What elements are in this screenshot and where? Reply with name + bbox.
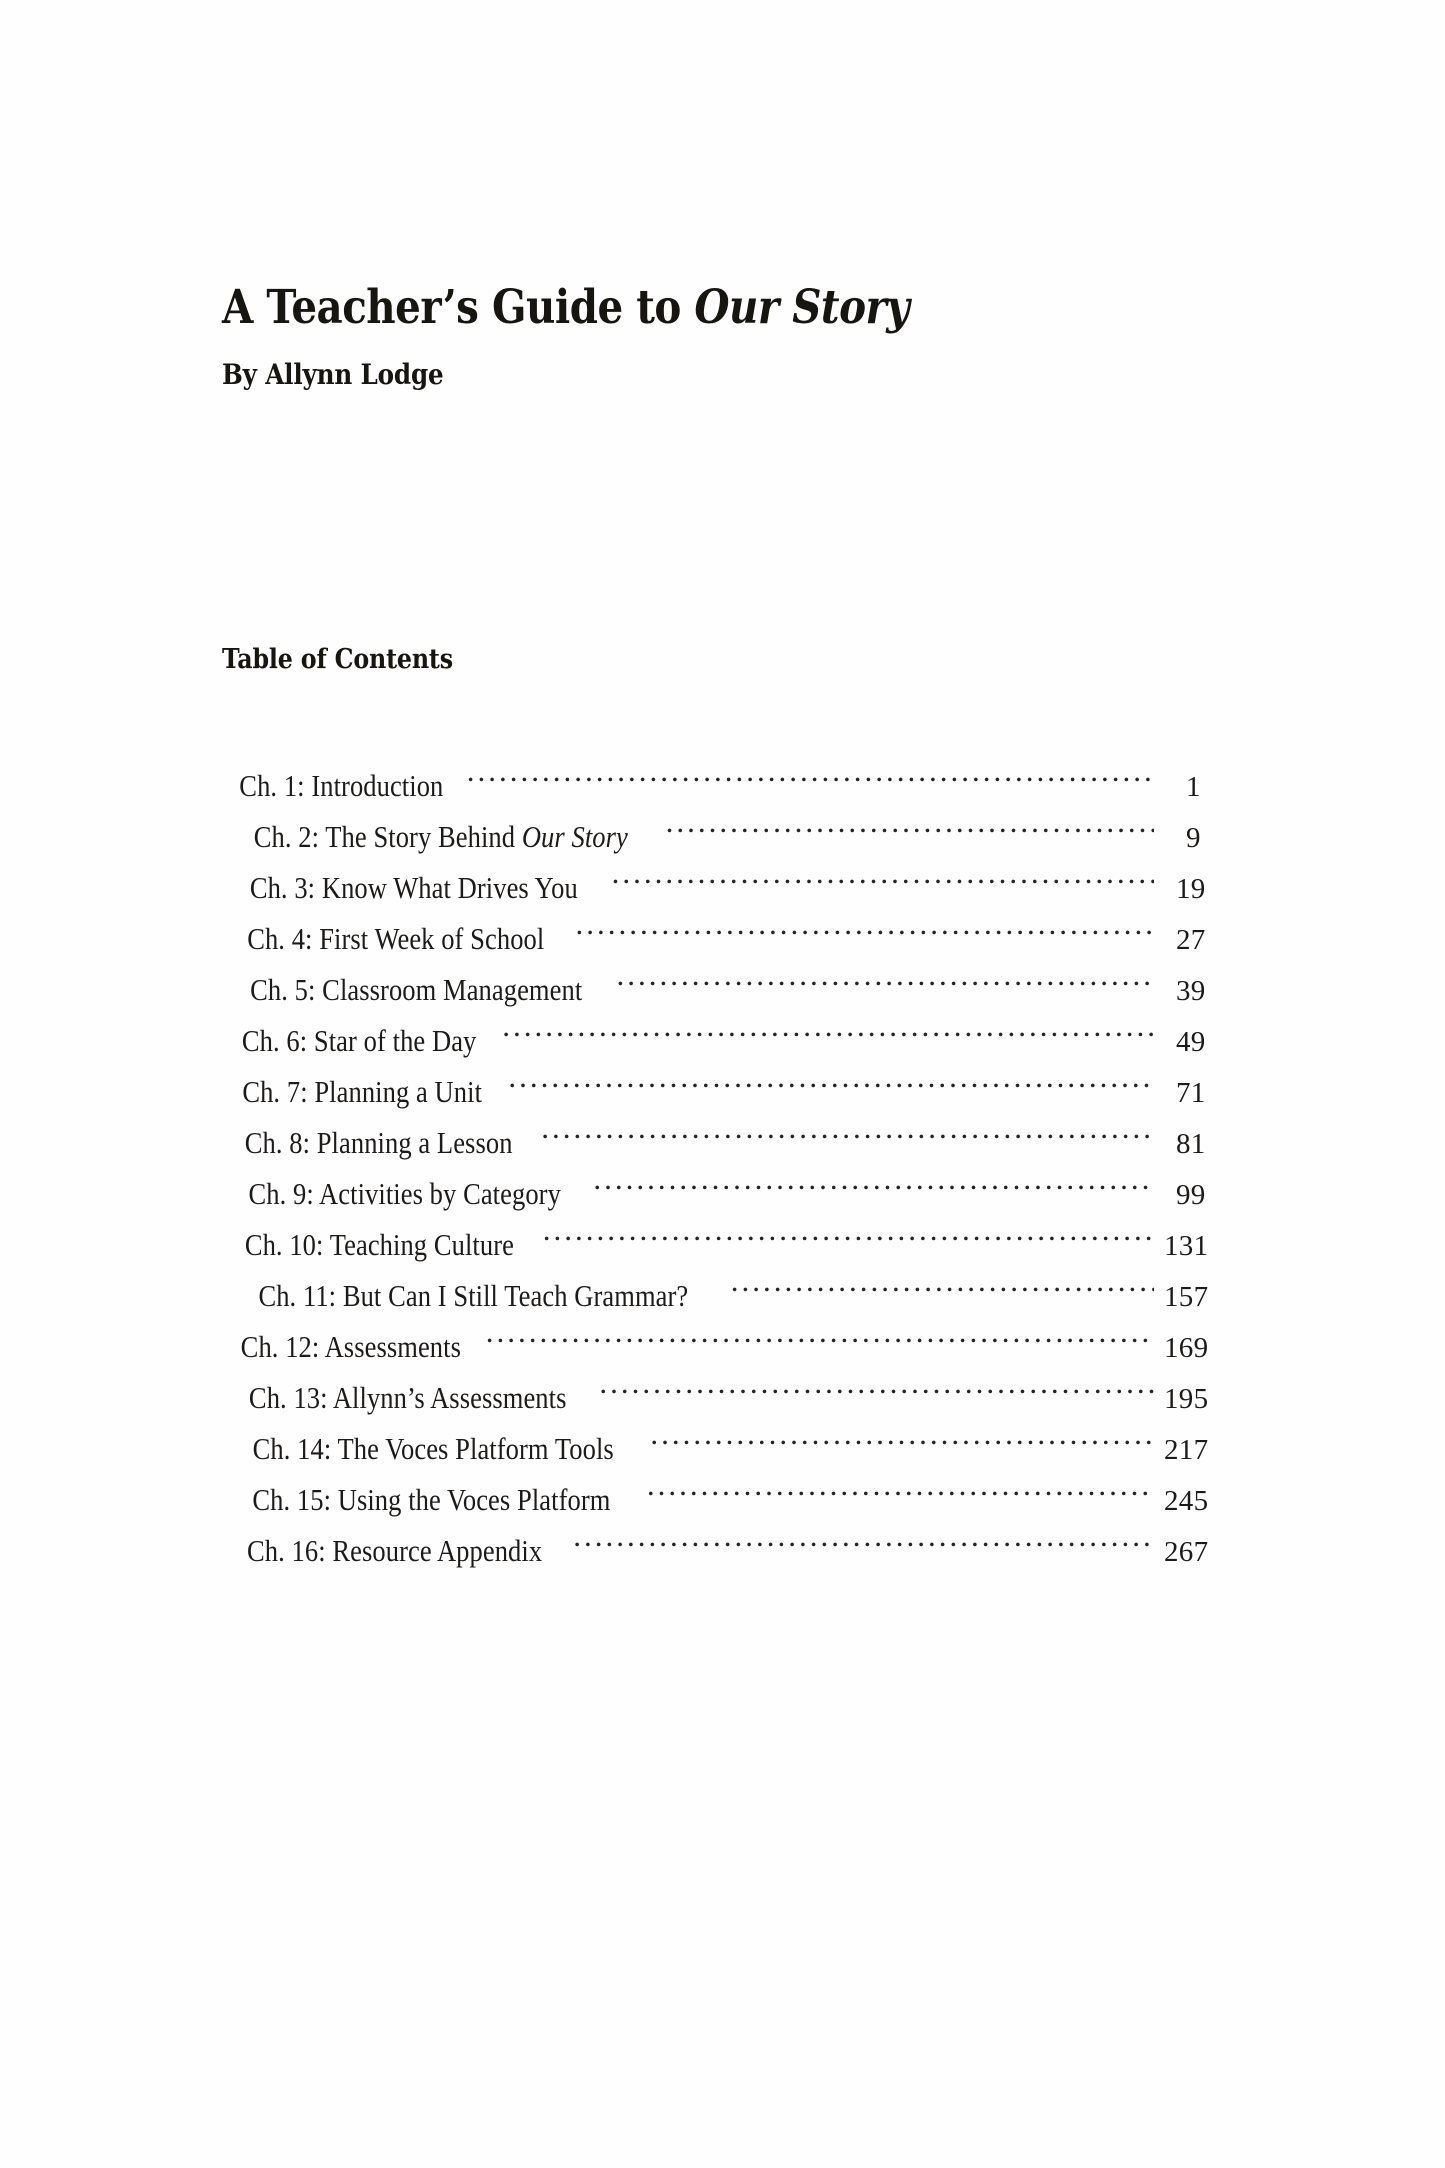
toc-entry-page-number: 99 — [1176, 1179, 1206, 1211]
toc-entry-label — [253, 1423, 614, 1474]
toc-dot-leader — [666, 816, 1154, 847]
toc-dot-leader — [508, 1071, 1154, 1102]
toc-entry[interactable] — [222, 1219, 1232, 1270]
toc-dot-leader — [576, 918, 1154, 949]
toc-entry-page-number: 169 — [1164, 1332, 1209, 1364]
toc-dot-leader — [599, 1377, 1154, 1408]
toc-entry-page-number: 267 — [1164, 1536, 1209, 1568]
page-title — [222, 282, 1091, 334]
toc-entry[interactable] — [222, 964, 1232, 1015]
toc-entry-label — [242, 1066, 482, 1117]
toc-entry-label-text: Ch. 15: Using the Voces Platform — [252, 1482, 611, 1517]
toc-entry[interactable] — [222, 1321, 1232, 1372]
toc-entry-page-number: 131 — [1164, 1230, 1209, 1262]
toc-entry-label-text: Ch. 11: But Can I Still Teach Grammar? — [258, 1278, 689, 1313]
toc-entry-label — [252, 1474, 610, 1525]
toc-entry-label-text: Ch. 2: The Story Behind — [253, 819, 522, 854]
toc-entry[interactable] — [222, 1525, 1232, 1576]
toc-entry[interactable] — [222, 1372, 1232, 1423]
toc-entry-page-number: 19 — [1176, 873, 1206, 905]
toc-entry[interactable] — [222, 1474, 1232, 1525]
toc-entry[interactable] — [222, 1423, 1232, 1474]
toc-entry-label — [245, 1117, 513, 1168]
toc-entry[interactable] — [222, 1015, 1232, 1066]
toc-entry-page-number: 49 — [1176, 1026, 1206, 1058]
toc-entry-label-text: Ch. 14: The Voces Platform Tools — [252, 1431, 614, 1466]
toc-entry[interactable] — [222, 811, 1232, 862]
toc-entry-label — [254, 811, 628, 862]
toc-dot-leader — [593, 1173, 1154, 1204]
toc-entry[interactable] — [222, 1168, 1232, 1219]
toc-dot-leader — [616, 969, 1154, 1000]
toc-dot-leader — [647, 1479, 1154, 1510]
toc-entry-work-name: Our Story — [521, 819, 628, 854]
toc-heading: Table of Contents — [222, 644, 453, 675]
toc-entry-page-number: 245 — [1164, 1485, 1209, 1517]
toc-entry[interactable] — [222, 1117, 1232, 1168]
toc-entry-label-text: Ch. 3: Know What Drives You — [249, 870, 578, 905]
byline: By Allynn Lodge — [222, 357, 444, 391]
toc-entry-label-text: Ch. 12: Assessments — [240, 1329, 462, 1364]
toc-entry[interactable] — [222, 1270, 1232, 1321]
toc-entry-label — [248, 1168, 560, 1219]
toc-entry-label-text: Ch. 7: Planning a Unit — [242, 1074, 483, 1109]
toc-entry[interactable] — [222, 1066, 1232, 1117]
toc-entry-page-number: 217 — [1164, 1434, 1209, 1466]
toc-dot-leader — [543, 1224, 1154, 1255]
toc-entry-label — [245, 1219, 514, 1270]
toc-entry-label-text: Ch. 6: Star of the Day — [241, 1023, 477, 1058]
toc-entry-page-number: 27 — [1176, 924, 1206, 956]
toc-dot-leader — [573, 1530, 1154, 1561]
toc-entry-label — [250, 964, 582, 1015]
toc-entry-page-number: 71 — [1176, 1077, 1206, 1109]
toc-entry-label — [239, 760, 443, 811]
toc-entry-label — [247, 1525, 542, 1576]
toc-entry-label-text: Ch. 9: Activities by Category — [248, 1176, 561, 1211]
toc-entry[interactable] — [222, 862, 1232, 913]
toc-dot-leader — [502, 1020, 1154, 1051]
page-title-prefix: A Teacher’s Guide to — [222, 280, 695, 335]
toc-entry-label — [249, 1372, 567, 1423]
toc-dot-leader — [731, 1275, 1154, 1306]
toc-entry-page-number: 9 — [1186, 822, 1201, 854]
toc-entry-label — [242, 1015, 477, 1066]
toc-entry-page-number: 157 — [1164, 1281, 1209, 1313]
toc-entry-label-text: Ch. 1: Introduction — [239, 768, 444, 803]
toc-entry-label — [250, 862, 578, 913]
toc-entry-page-number: 1 — [1186, 771, 1201, 803]
page-title-work-name: Our Story — [694, 280, 910, 335]
toc-entry-page-number: 81 — [1176, 1128, 1206, 1160]
toc-entry-page-number: 195 — [1164, 1383, 1209, 1415]
toc-dot-leader — [612, 867, 1154, 898]
toc-entry-label-text: Ch. 4: First Week of School — [247, 921, 545, 956]
title-block — [222, 282, 1232, 390]
toc-entry-label-text: Ch. 8: Planning a Lesson — [244, 1125, 513, 1160]
toc-dot-leader — [486, 1326, 1154, 1357]
toc-entry-label-text: Ch. 5: Classroom Management — [250, 972, 583, 1007]
table-of-contents-list — [222, 760, 1232, 1576]
toc-entry-page-number: 39 — [1176, 975, 1206, 1007]
toc-dot-leader — [467, 765, 1154, 796]
toc-entry-label — [258, 1270, 688, 1321]
toc-entry-label — [247, 913, 544, 964]
toc-entry-label-text: Ch. 10: Teaching Culture — [244, 1227, 514, 1262]
toc-dot-leader — [650, 1428, 1154, 1459]
toc-entry-label — [241, 1321, 461, 1372]
toc-entry-label-text: Ch. 13: Allynn’s Assessments — [248, 1380, 567, 1415]
toc-dot-leader — [541, 1122, 1154, 1153]
toc-entry[interactable] — [222, 760, 1232, 811]
toc-entry-label-text: Ch. 16: Resource Appendix — [247, 1533, 543, 1568]
toc-entry[interactable] — [222, 913, 1232, 964]
